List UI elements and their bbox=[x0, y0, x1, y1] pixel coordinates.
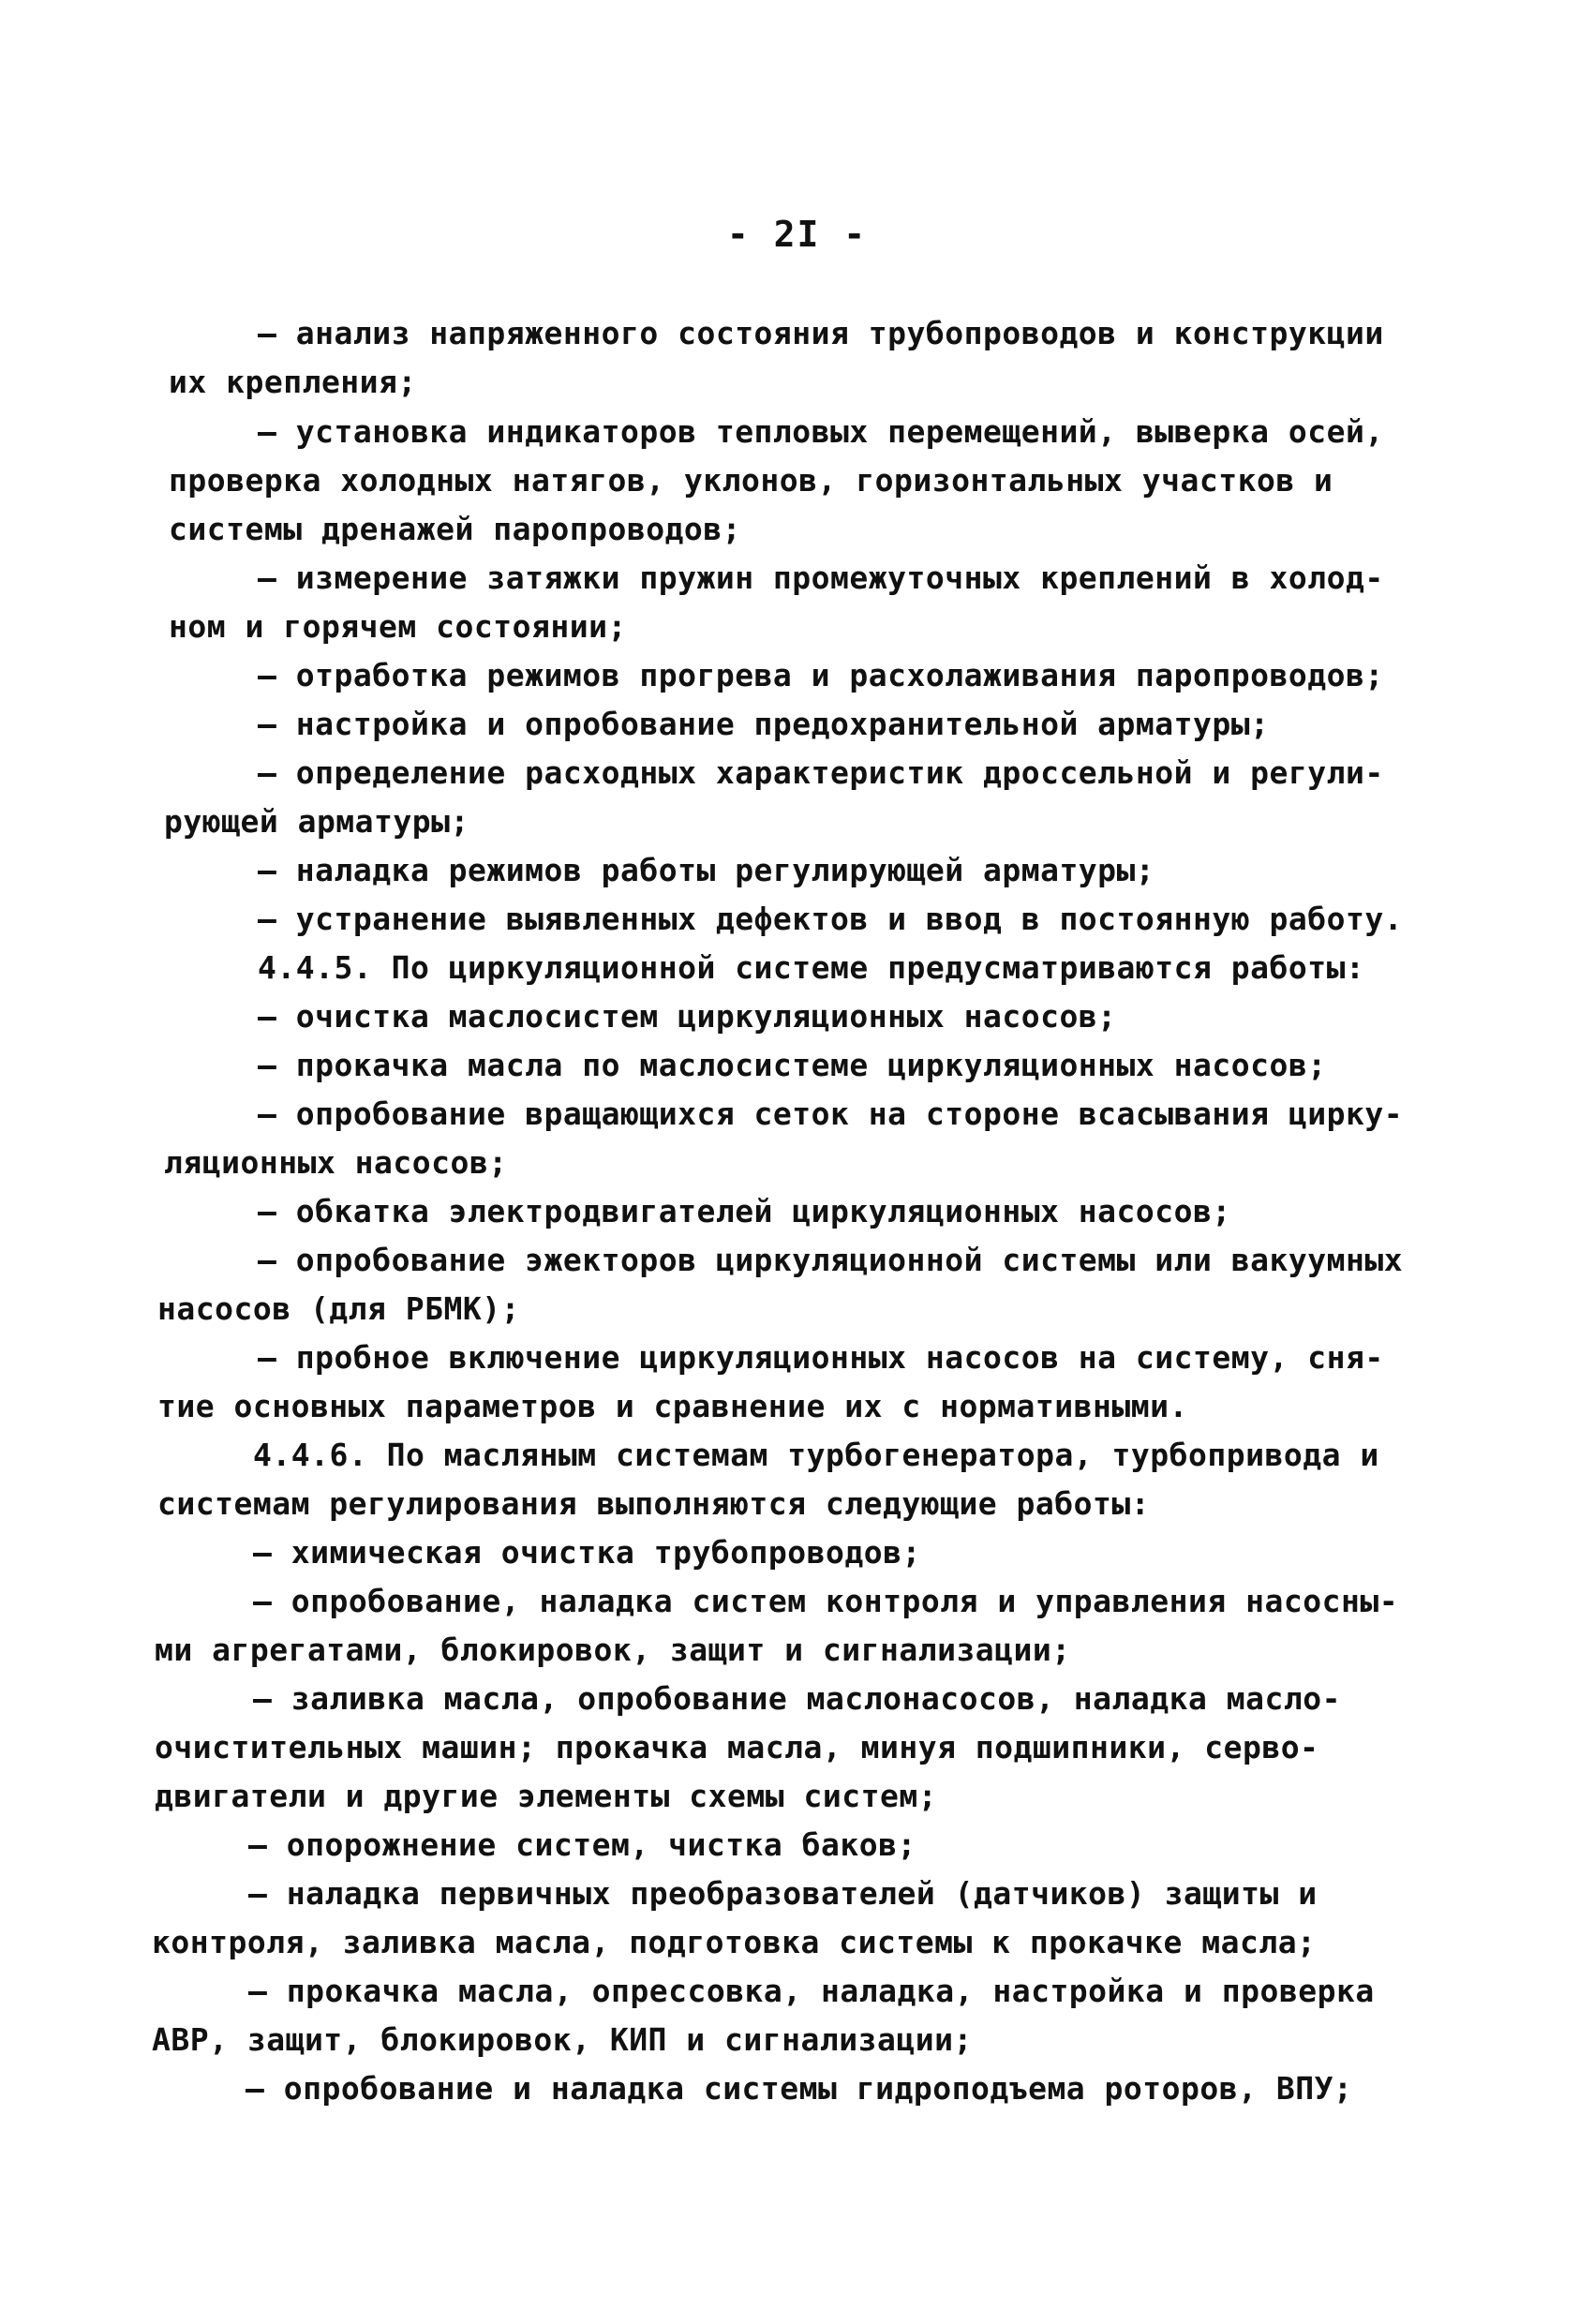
text-line: 4.4.5. По циркуляционной системе предусматриваются работы: bbox=[258, 949, 1365, 986]
text-line: – устранение выявленных дефектов и ввод в постоянную работу. bbox=[258, 901, 1404, 937]
text-line: ми агрегатами, блокировок, защит и сигнализации; bbox=[155, 1631, 1071, 1668]
text-line: – обкатка электродвигателей циркуляционных насосов; bbox=[258, 1193, 1231, 1229]
text-line: – измерение затяжки пружин промежуточных креплений в холод- bbox=[258, 559, 1384, 596]
text-line: двигатели и другие элементы схемы систем; bbox=[155, 1778, 938, 1814]
text-line: – химическая очистка трубопроводов; bbox=[253, 1534, 921, 1571]
text-line: ном и горячем состоянии; bbox=[169, 608, 627, 645]
text-line: – пробное включение циркуляционных насосов на систему, сня- bbox=[258, 1339, 1384, 1376]
text-line: – анализ напряженного состояния трубопроводов и конструкции bbox=[258, 315, 1384, 351]
text-line: – опробование, наладка систем контроля и управления насосны- bbox=[253, 1583, 1399, 1619]
text-line: системы дренажей паропроводов; bbox=[169, 511, 742, 547]
text-line: – отработка режимов прогрева и расхолаживания паропроводов; bbox=[258, 657, 1384, 693]
text-line: тие основных параметров и сравнение их с нормативными. bbox=[157, 1388, 1188, 1424]
text-line: ляционных насосов; bbox=[164, 1144, 508, 1181]
text-line: – очистка маслосистем циркуляционных насосов; bbox=[258, 998, 1117, 1035]
text-line: АВР, защит, блокировок, КИП и сигнализации; bbox=[152, 2021, 973, 2058]
text-line: рующей арматуры; bbox=[164, 803, 469, 840]
text-line: очистительных машин; прокачка масла, минуя подшипники, серво- bbox=[155, 1729, 1319, 1765]
text-line: – опорожнение систем, чистка баков; bbox=[248, 1826, 916, 1863]
text-line: контроля, заливка масла, подготовка системы к прокачке масла; bbox=[152, 1924, 1317, 1960]
text-line: – настройка и опробование предохранительной арматуры; bbox=[258, 706, 1270, 742]
text-line: – опробование эжекторов циркуляционной системы или вакуумных bbox=[258, 1242, 1404, 1278]
page-number: - 2I - bbox=[726, 214, 868, 255]
text-line: их крепления; bbox=[169, 364, 417, 400]
text-line: – прокачка масла по маслосистеме циркуляционных насосов; bbox=[258, 1047, 1327, 1083]
text-line: – прокачка масла, опрессовка, наладка, настройка и проверка bbox=[248, 1973, 1375, 2009]
text-line: – определение расходных характеристик дроссельной и регули- bbox=[258, 754, 1384, 791]
text-line: – наладка первичных преобразователей (датчиков) защиты и bbox=[248, 1875, 1318, 1912]
text-line: – установка индикаторов тепловых перемещений, выверка осей, bbox=[258, 413, 1384, 450]
text-line: – заливка масла, опробование маслонасосов, наладка масло- bbox=[253, 1680, 1341, 1717]
text-line: – опробование и наладка системы гидроподъема роторов, ВПУ; bbox=[246, 2070, 1353, 2107]
text-line: насосов (для РБМК); bbox=[157, 1290, 520, 1327]
text-line: – наладка режимов работы регулирующей арматуры; bbox=[258, 852, 1155, 888]
text-line: проверка холодных натягов, уклонов, горизонтальных участков и bbox=[169, 462, 1333, 499]
text-line: 4.4.6. По масляным системам турбогенератора, турбопривода и bbox=[253, 1437, 1379, 1473]
text-line: – опробование вращающихся сеток на стороне всасывания цирку- bbox=[258, 1095, 1404, 1132]
text-line: системам регулирования выполняются следующие работы: bbox=[157, 1485, 1151, 1522]
